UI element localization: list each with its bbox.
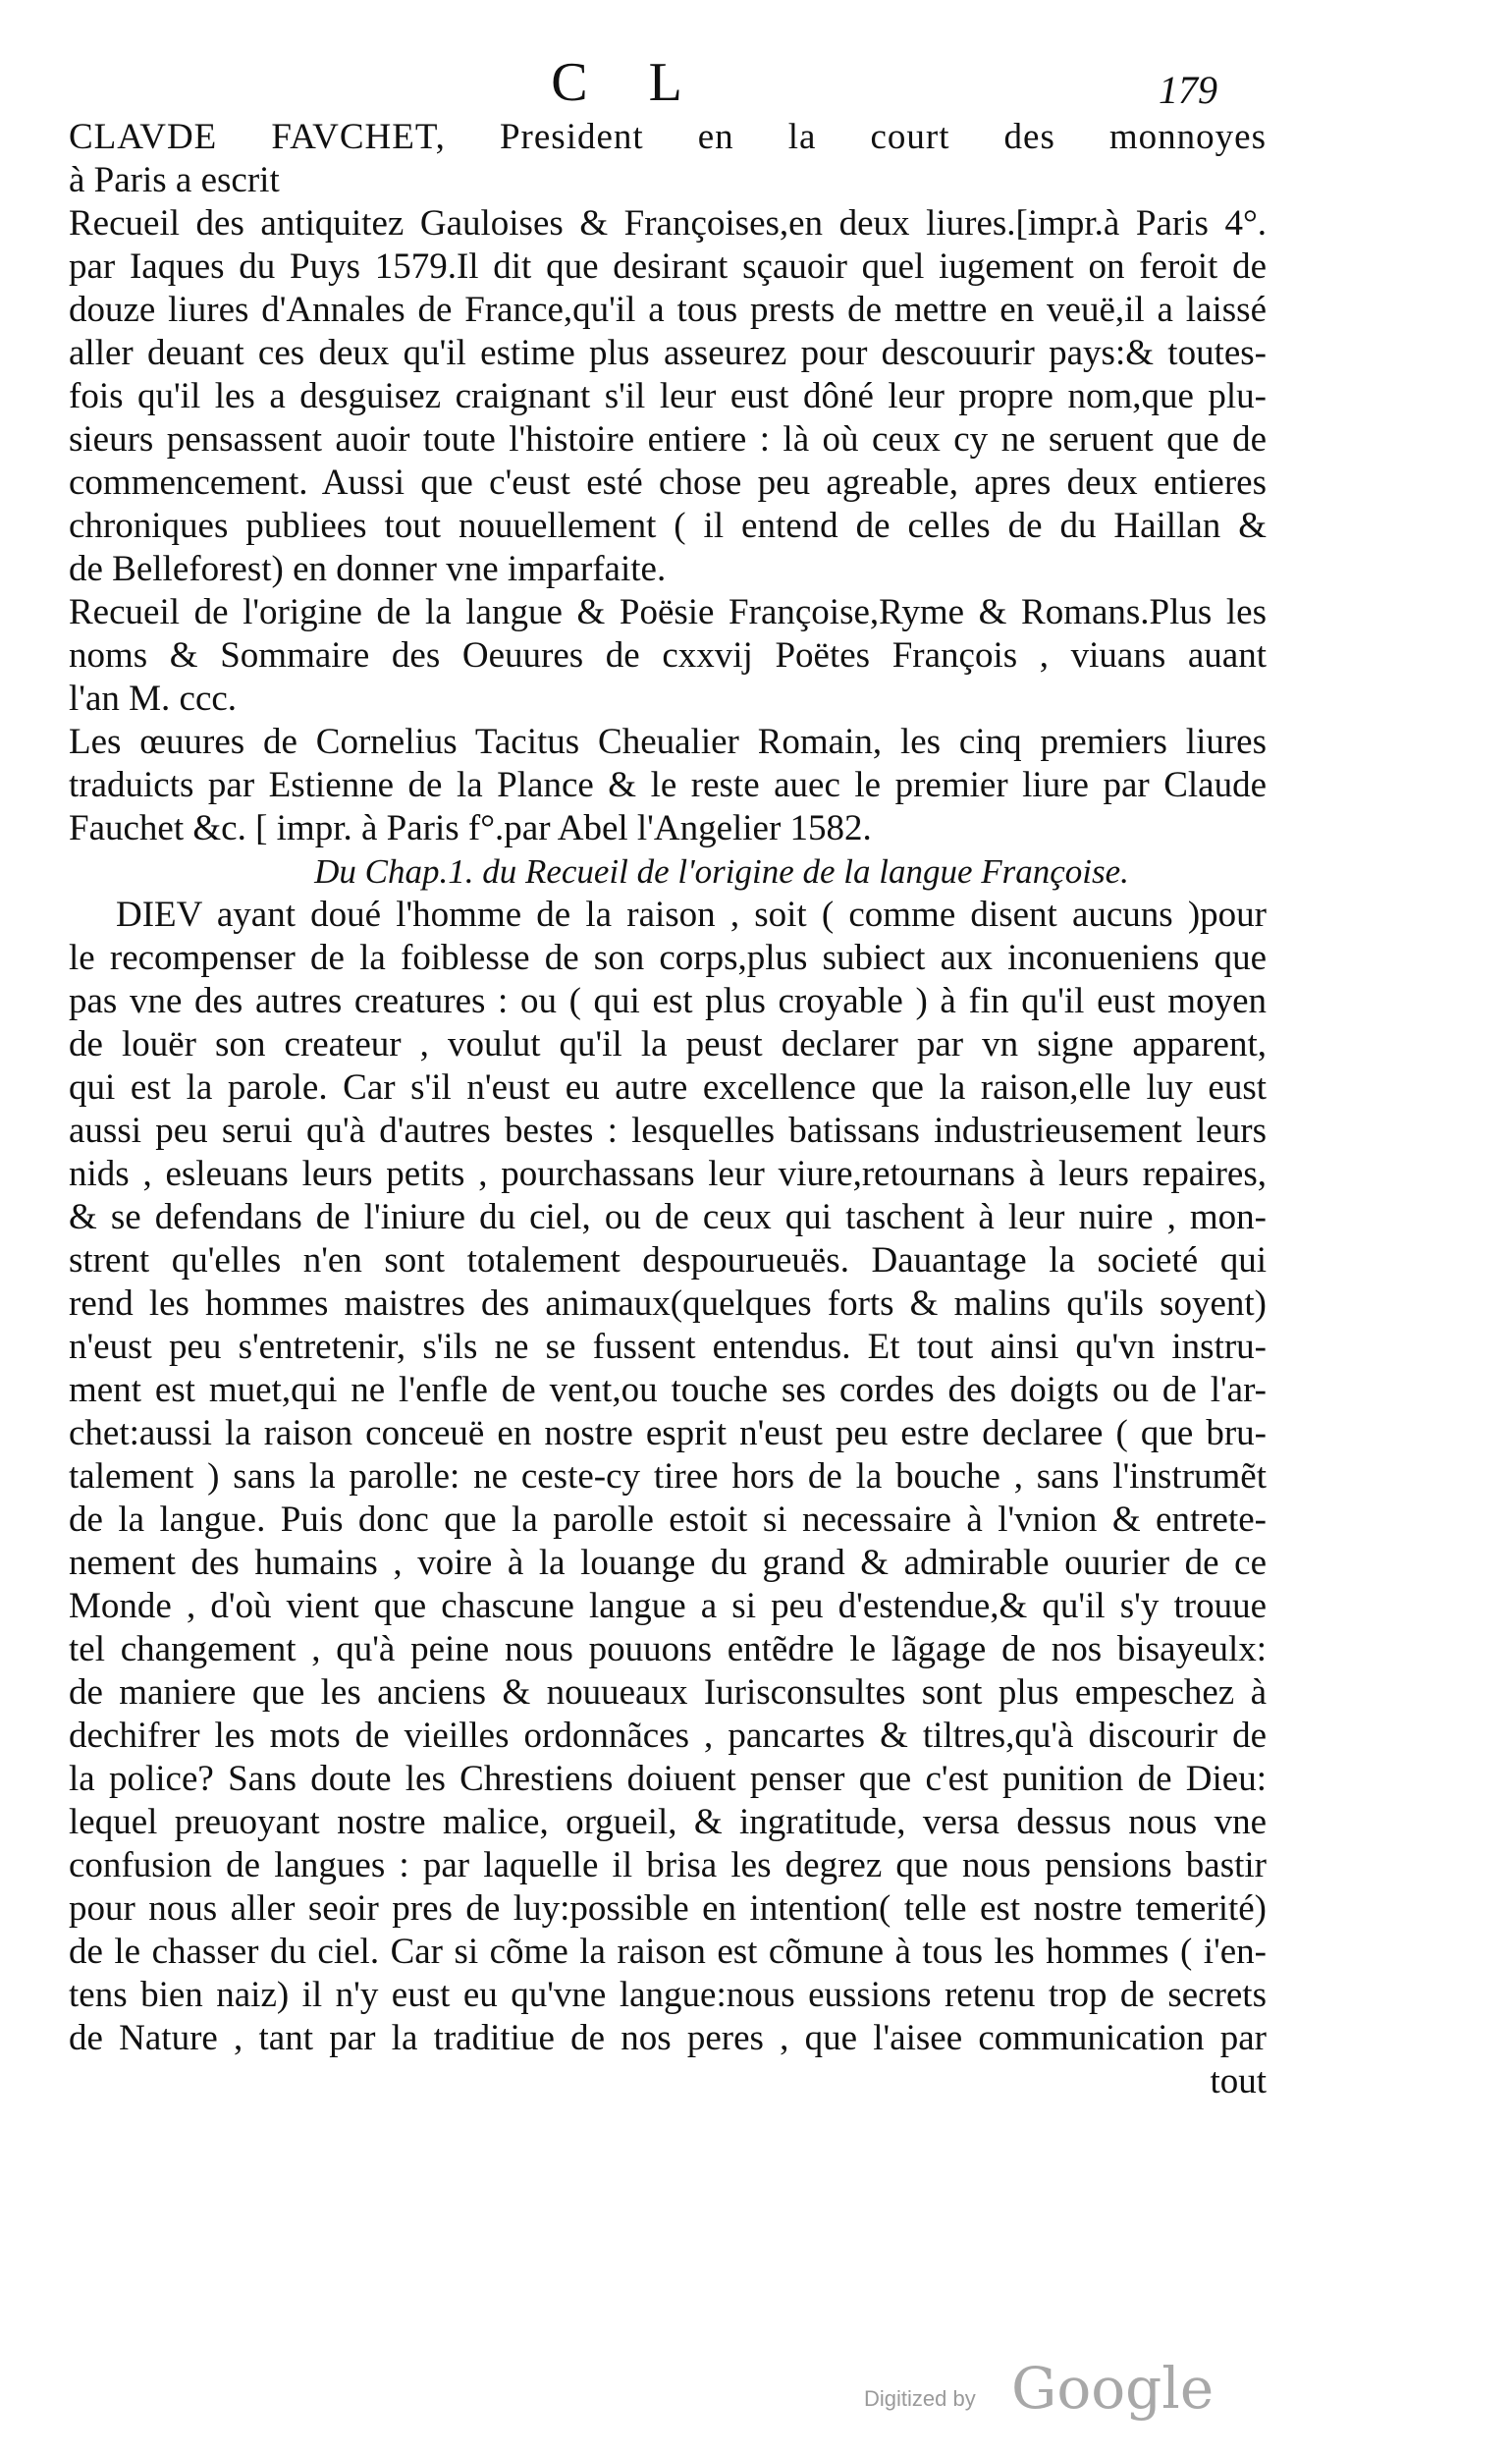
- text-line: chet:aussi la raison conceuë en nostre esprit n'eust peu estre declaree ( que bru-: [69, 1413, 1267, 1453]
- text-line: la police? Sans doute les Chrestiens doiuent penser que c'est punition de Dieu:: [69, 1759, 1267, 1799]
- catchword: tout: [1210, 2061, 1267, 2101]
- page-header: [0, 45, 1512, 114]
- text-line: aller deuant ces deux qu'il estime plus asseurez pour descouurir pays:& toutes-: [69, 333, 1267, 373]
- text-line: CLAVDE FAVCHET, President en la court des monnoyes: [69, 117, 1267, 157]
- text-line: DIEV ayant doué l'homme de la raison , soit ( comme disent aucuns )pour: [116, 895, 1267, 935]
- text-line: confusion de langues : par laquelle il brisa les degrez que nous pensions bastir: [69, 1845, 1267, 1885]
- text-line: dechifrer les mots de vieilles ordonnãces , pancartes & tiltres,qu'à discourir de: [69, 1716, 1267, 1756]
- text-line: pas vne des autres creatures : ou ( qui est plus croyable ) à fin qu'il eust moyen: [69, 981, 1267, 1021]
- text-line: tel changement , qu'à peine nous pouuons entẽdre le lãgage de nos bisayeulx:: [69, 1629, 1267, 1669]
- text-line: n'eust peu s'entretenir, s'ils ne se fussent entendus. Et tout ainsi qu'vn instru-: [69, 1327, 1267, 1367]
- text-line: de louër son createur , voulut qu'il la peust declarer par vn signe apparent,: [69, 1024, 1267, 1064]
- text-line: commencement. Aussi que c'eust esté chose peu agreable, apres deux entieres: [69, 463, 1267, 503]
- text-line: à Paris a escrit: [69, 160, 280, 200]
- text-line: Monde , d'où vient que chascune langue a si peu d'estendue,& qu'il s'y trouue: [69, 1586, 1267, 1626]
- text-line: l'an M. ccc.: [69, 679, 238, 719]
- text-line: de la langue. Puis donc que la parolle estoit si necessaire à l'vnion & entrete-: [69, 1500, 1267, 1540]
- text-line: tens bien naiz) il n'y eust eu qu'vne langue:nous eussions retenu trop de secrets: [69, 1975, 1267, 2015]
- page-number: 179: [1159, 68, 1217, 112]
- text-line: nement des humains , voire à la louange du grand & admirable ouurier de ce: [69, 1543, 1267, 1583]
- text-line: par Iaques du Puys 1579.Il dit que desirant sçauoir quel iugement on feroit de: [69, 246, 1267, 287]
- text-line: de Belleforest) en donner vne imparfaite.: [69, 549, 667, 589]
- text-line: strent qu'elles n'en sont totalement despourueuës. Dauantage la societé qui: [69, 1240, 1267, 1281]
- text-line: qui est la parole. Car s'il n'eust eu autre excellence que la raison,elle luy eust: [69, 1067, 1267, 1108]
- text-line: fois qu'il les a desguisez craignant s'il leur eust dôné leur propre nom,que plu-: [69, 376, 1267, 416]
- text-line: pour nous aller seoir pres de luy:possible en intention( telle est nostre temerité): [69, 1888, 1267, 1929]
- text-line: chroniques publiees tout nouuellement ( il entend de celles de du Haillan &: [69, 506, 1267, 546]
- watermark-digitized-by: Digitized by: [864, 2386, 976, 2411]
- section-rubric: Du Chap.1. du Recueil de l'origine de la langue Françoise.: [314, 852, 1129, 891]
- text-line: & se defendans de l'iniure du ciel, ou de ceux qui taschent à leur nuire , mon-: [69, 1197, 1267, 1237]
- text-line: de le chasser du ciel. Car si cõme la raison est cõmune à tous les hommes ( i'en-: [69, 1932, 1267, 1972]
- text-line: aussi peu serui qu'à d'autres bestes : lesquelles batissans industrieusement leurs: [69, 1111, 1267, 1151]
- text-line: Recueil des antiquitez Gauloises & Françoises,en deux liures.[impr.à Paris 4°.: [69, 203, 1267, 244]
- text-line: lequel preuoyant nostre malice, orgueil, & ingratitude, versa dessus nous vne: [69, 1802, 1267, 1842]
- text-line: ment est muet,qui ne l'enfle de vent,ou touche ses cordes des doigts ou de l'ar-: [69, 1370, 1267, 1410]
- text-line: noms & Sommaire des Oeuures de cxxvij Poëtes François , viuans auant: [69, 635, 1267, 676]
- google-logo: Google: [1011, 2355, 1215, 2422]
- body-text: [69, 116, 1267, 2103]
- digitization-watermark: [864, 2357, 1217, 2426]
- text-line: Recueil de l'origine de la langue & Poësie Françoise,Ryme & Romans.Plus les: [69, 592, 1267, 632]
- text-line: Les œuures de Cornelius Tacitus Cheualier Romain, les cinq premiers liures: [69, 722, 1267, 762]
- text-line: traduicts par Estienne de la Plance & le reste auec le premier liure par Claude: [69, 765, 1267, 805]
- text-line: de maniere que les anciens & nouueaux Iurisconsultes sont plus empeschez à: [69, 1672, 1267, 1713]
- running-head: C L: [551, 52, 706, 113]
- text-line: de Nature , tant par la traditiue de nos peres , que l'aisee communication par: [69, 2018, 1267, 2058]
- text-line: Fauchet &c. [ impr. à Paris f°.par Abel l'Angelier 1582.: [69, 808, 872, 848]
- text-line: douze liures d'Annales de France,qu'il a tous prests de mettre en veuë,il a laissé: [69, 290, 1267, 330]
- text-line: sieurs pensassent auoir toute l'histoire entiere : là où ceux cy ne seruent que de: [69, 419, 1267, 460]
- text-line: rend les hommes maistres des animaux(quelques forts & malins qu'ils soyent): [69, 1283, 1267, 1324]
- text-line: le recompenser de la foiblesse de son corps,plus subiect aux inconueniens que: [69, 938, 1267, 978]
- text-line: nids , esleuans leurs petits , pourchassans leur viure,retournans à leurs repaires,: [69, 1154, 1267, 1194]
- text-line: talement ) sans la parolle: ne ceste-cy tiree hors de la bouche , sans l'instrumẽt: [69, 1456, 1267, 1497]
